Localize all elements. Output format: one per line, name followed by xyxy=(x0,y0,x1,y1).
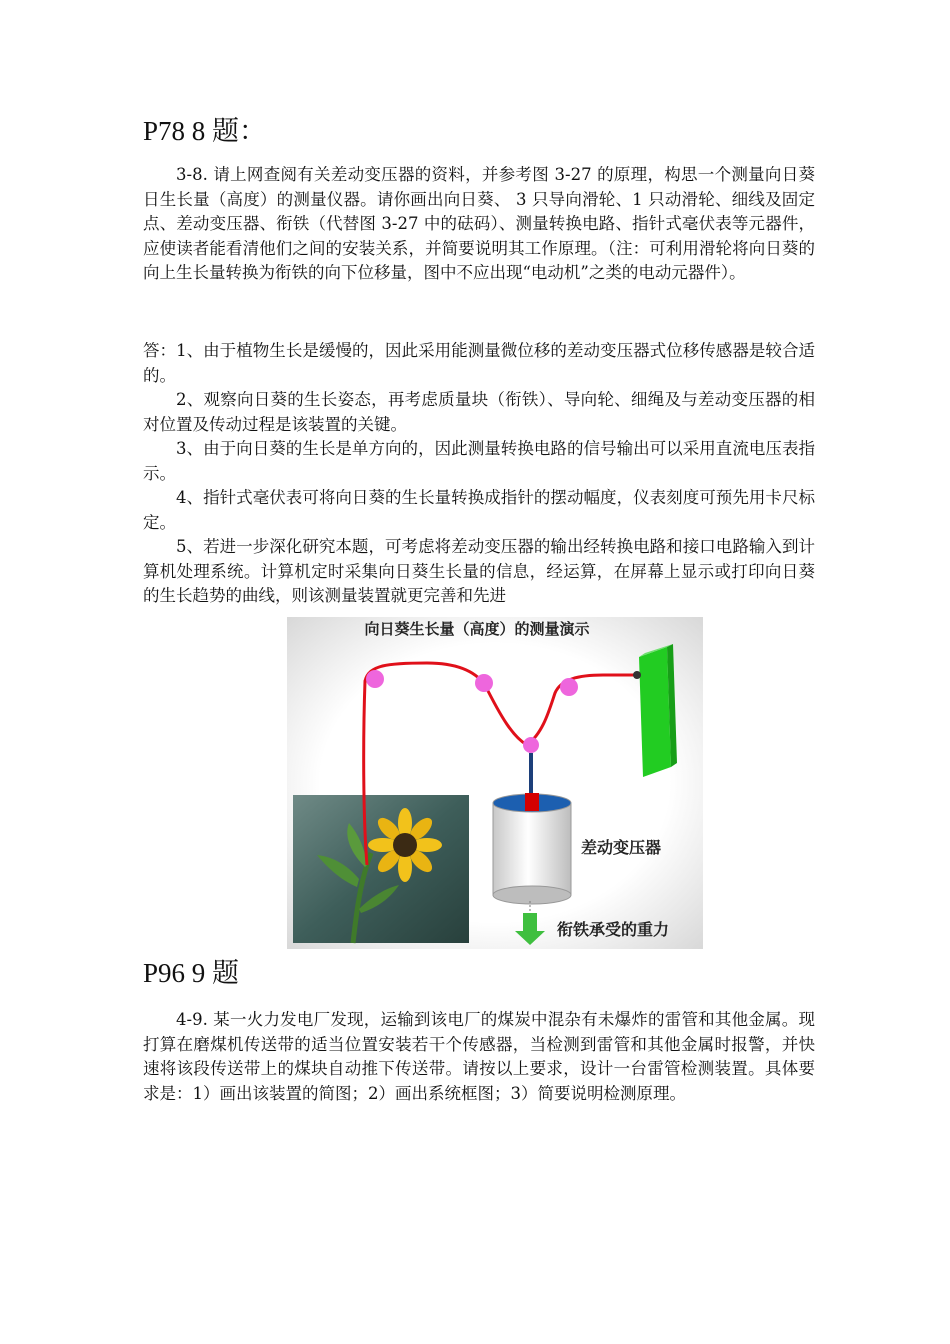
gravity-label: 衔铁承受的重力 xyxy=(557,920,670,939)
figure-svg xyxy=(287,617,703,949)
answer-item-4: 4、指针式毫伏表可将向日葵的生长量转换成指针的摆动幅度，仪表刻度可预先用卡尺标定。 xyxy=(143,488,815,532)
answer-item-2: 2、观察向日葵的生长姿态，再考虑质量块（衔铁）、导向轮、细绳及与差动变压器的相对位置及传动过程是该装置的关键。 xyxy=(143,390,815,434)
figure-title: 向日葵生长量（高度）的测量演示 xyxy=(364,620,590,638)
differential-transformer xyxy=(493,793,571,904)
answer-item-1: 答：1、由于植物生长是缓慢的，因此采用能测量微位移的差动变压器式位移传感器是较合适的。 xyxy=(143,341,815,385)
transformer-label: 差动变压器 xyxy=(581,838,662,857)
guide-pulley-2 xyxy=(475,674,493,692)
guide-pulley-3 xyxy=(560,678,578,696)
armature xyxy=(525,793,539,811)
moving-pulley xyxy=(523,737,539,753)
rope-fixed-point xyxy=(633,671,641,679)
guide-pulley-1 xyxy=(366,670,384,688)
sunflower-measurement-figure xyxy=(287,617,703,949)
question-4-9: 4-9. 某一火力发电厂发现，运输到该电厂的煤炭中混杂有未爆炸的雷管和其他金属。现打算在磨煤机传送带的适当位置安装若干个传感器，当检测到雷管和其他金属时报警，并快速将该段传送带上的煤块自动推下传送带。请按以上要求，设计一台雷管检测装置。具体要求是：1）画出该装置的简图；2）画出系统框图；3）简要说明检测原理。 xyxy=(143,1010,815,1103)
question-3-8: 3-8. 请上网查阅有关差动变压器的资料，并参考图 3-27 的原理，构思一个测量向日葵日生长量（高度）的测量仪器。请你画出向日葵、 3 只导向滑轮、1 只动滑轮、细线及固定点、差动变压器、衔铁（代替图 3-27 中的砝码）、测量转换电路、指针式毫伏表等元器件，应使读者能看清他们之间的安装关系，并简要说明其工作原理。（注：可利用滑轮将向日葵的向上生长量转换为衔铁的向下位移量，图中不应出现“电动机”之类的电动元器件）。 xyxy=(143,165,815,282)
fixed-post xyxy=(639,644,677,777)
answer-item-3: 3、由于向日葵的生长是单方向的，因此测量转换电路的信号输出可以采用直流电压表指示。 xyxy=(143,439,815,483)
answer-item-5: 5、若进一步深化研究本题，可考虑将差动变压器的输出经转换电路和接口电路输入到计算机处理系统。计算机定时采集向日葵生长量的信息，经运算，在屏幕上显示或打印向日葵的生长趋势的曲线，则该测量装置就更完善和先进 xyxy=(143,537,815,605)
section-heading-p78: P78 8 题： xyxy=(143,116,267,146)
sunflower-photo xyxy=(293,795,469,943)
section-heading-p96: P96 9 题 xyxy=(143,958,240,988)
